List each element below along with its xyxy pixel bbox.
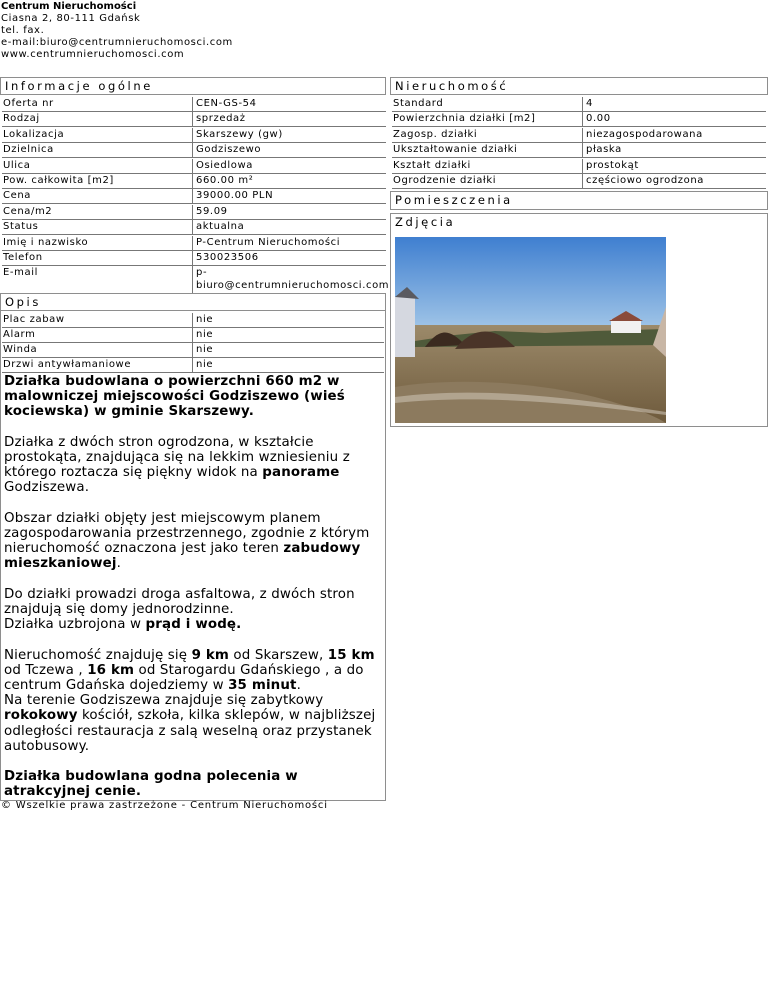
agency-email[interactable]: e-mail:biuro@centrumnieruchomosci.com xyxy=(1,37,233,48)
general-row-label: Pow. całkowita [m2] xyxy=(2,174,192,189)
general-row-value: sprzedaż xyxy=(192,112,386,127)
description-text xyxy=(4,374,386,815)
amenity-row-value: nie xyxy=(192,358,384,373)
general-row-value: aktualna xyxy=(192,220,386,235)
property-row-value: niezagospodarowana xyxy=(582,128,766,143)
general-row-value: P-Centrum Nieruchomości xyxy=(192,236,386,251)
amenity-row-value: nie xyxy=(192,343,384,358)
general-row-value: Osiedlowa xyxy=(192,159,386,174)
general-row-label: Ulica xyxy=(2,159,192,174)
description-paragraph-4: Do działki prowadzi droga asfaltowa, z dwóch stron znajdują się domy jednorodzinne. Działka uzbrojona w prąd i wodę. xyxy=(4,586,355,633)
property-row-label: Kształt działki xyxy=(392,159,582,174)
description-lead: Działka budowlana o powierzchni 660 m2 w malowniczej miejscowości Godziszewo (wieś kociewska) w gminie Skarszewy. xyxy=(4,374,345,420)
general-row-label: Imię i nazwisko xyxy=(2,236,192,251)
general-row-label: Lokalizacja xyxy=(2,128,192,143)
description-paragraph-3: Obszar działki objęty jest miejscowym planem zagospodarowania przestrzennego, zgodnie z którym nieruchomość oznaczona jest jako teren zabudowy mieszkaniowej. xyxy=(4,510,370,572)
property-row-value: 4 xyxy=(582,97,766,112)
general-row-label: Dzielnica xyxy=(2,143,192,158)
amenity-row-label: Alarm xyxy=(2,328,192,343)
general-row-value: 530023506 xyxy=(192,251,386,266)
general-row-value: Skarszewy (gw) xyxy=(192,128,386,143)
photos-header: Zdjęcia xyxy=(390,213,768,232)
property-row-value: 0.00 xyxy=(582,112,766,127)
property-header: Nieruchomość xyxy=(390,77,768,95)
property-row-value: płaska xyxy=(582,143,766,158)
agency-phone: tel. fax. xyxy=(1,25,45,36)
agency-header xyxy=(1,1,233,61)
footer-copyright: © Wszelkie prawa zastrzeżone - Centrum Nieruchomości xyxy=(1,800,328,811)
property-row-label: Standard xyxy=(392,97,582,112)
property-row-label: Ukształtowanie działki xyxy=(392,143,582,158)
general-row-value: Godziszewo xyxy=(192,143,386,158)
property-row-value: prostokąt xyxy=(582,159,766,174)
amenity-row-value: nie xyxy=(192,328,384,343)
property-row-label: Ogrodzenie działki xyxy=(392,174,582,189)
general-row-value: 39000.00 PLN xyxy=(192,189,386,204)
general-info-header: Informacje ogólne xyxy=(0,77,386,95)
general-row-label: Cena xyxy=(2,189,192,204)
general-row-label: Cena/m2 xyxy=(2,205,192,220)
description-closing: Działka budowlana godna polecenia w atrakcyjnej cenie. xyxy=(4,769,298,800)
general-row-value: CEN-GS-54 xyxy=(192,97,386,112)
general-row-label: Rodzaj xyxy=(2,112,192,127)
general-row-value: p- biuro@centrumnieruchomosci.com xyxy=(192,266,386,294)
general-row-label: Telefon xyxy=(2,251,192,266)
agency-address: Ciasna 2, 80-111 Gdańsk xyxy=(1,13,141,24)
property-row-label: Powierzchnia działki [m2] xyxy=(392,112,582,127)
general-row-label: Oferta nr xyxy=(2,97,192,112)
agency-website[interactable]: www.centrumnieruchomosci.com xyxy=(1,49,185,60)
description-paragraph-2: Działka z dwóch stron ogrodzona, w kształcie prostokąta, znajdująca się na lekkim wzniesieniu z którego roztacza się piękny widok na panorame Godziszewa. xyxy=(4,434,350,496)
property-photo[interactable] xyxy=(395,237,666,423)
general-row-label: Status xyxy=(2,220,192,235)
property-row-value: częściowo ogrodzona xyxy=(582,174,766,189)
general-row-value: 660.00 m² xyxy=(192,174,386,189)
property-row-label: Zagosp. działki xyxy=(392,128,582,143)
general-row-value: 59.09 xyxy=(192,205,386,220)
general-row-label: E-mail xyxy=(2,266,192,294)
agency-name: Centrum Nieruchomości xyxy=(1,1,137,12)
amenity-row-label: Drzwi antywłamaniowe xyxy=(2,358,192,373)
description-header: Opis xyxy=(0,293,386,311)
amenity-row-label: Plac zabaw xyxy=(2,313,192,328)
description-paragraph-5: Nieruchomość znajduję się 9 km od Skarszew, 15 km od Tczewa , 16 km od Starogardu Gdańskiego , a do centrum Gdańska dojedziemy w 35 minut. Na terenie Godziszewa znajduje się zabytkowy rokokowy kościół, szkoła, kilka sklepów, w najbliższej odległości restauracja z salą weselną oraz przystanek autobusowy. xyxy=(4,647,376,754)
amenity-row-value: nie xyxy=(192,313,384,328)
amenity-row-label: Winda xyxy=(2,343,192,358)
rooms-header: Pomieszczenia xyxy=(390,191,768,210)
